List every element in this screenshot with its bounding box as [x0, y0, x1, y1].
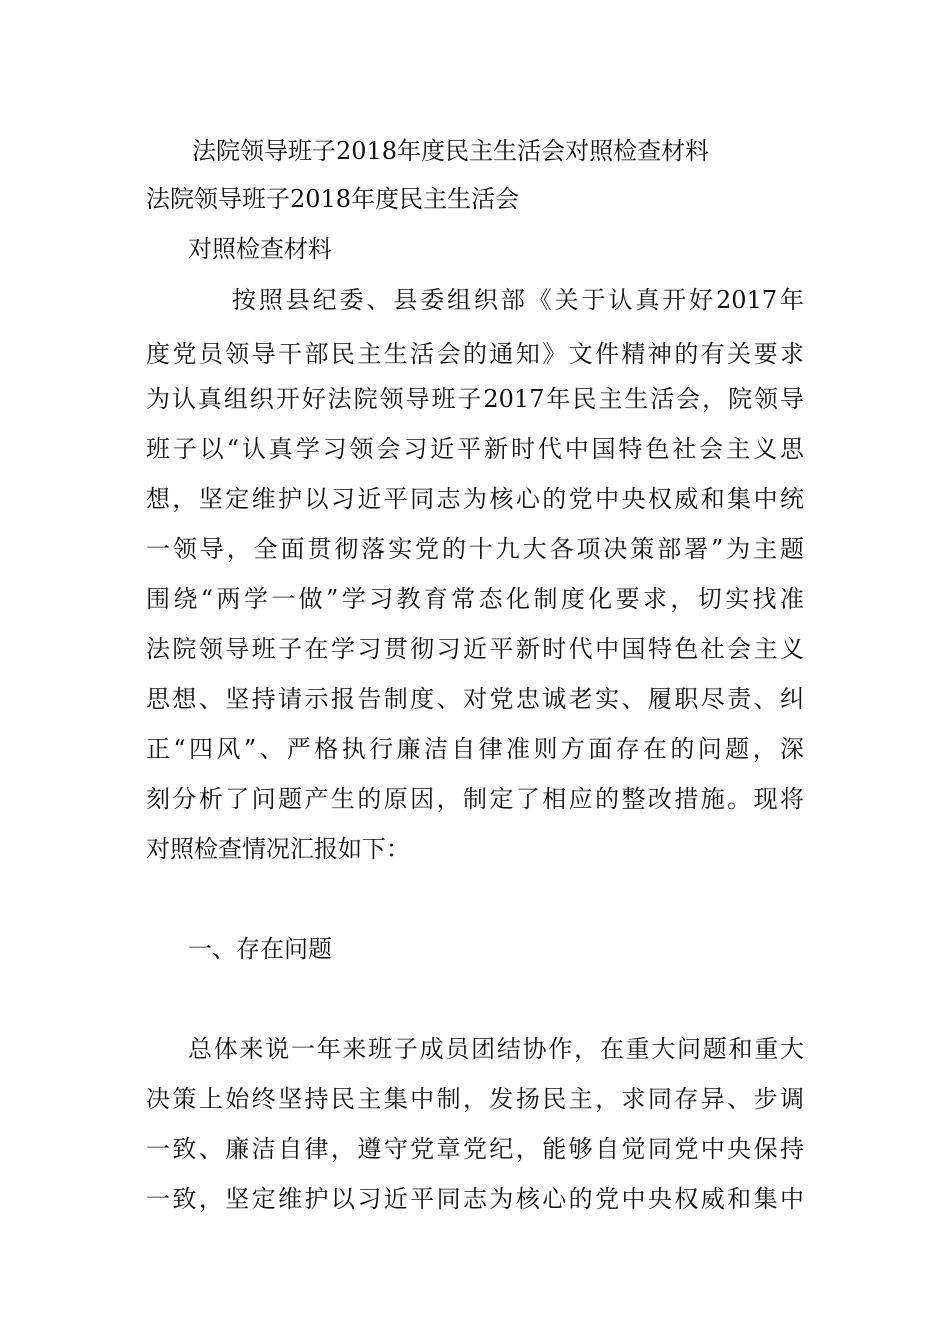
document-subtitle-line-1: 法院领导班子2018年度民主生活会	[146, 185, 520, 213]
body-line: 一致，坚定维护以习近平同志为核心的党中央权威和集中	[146, 1185, 804, 1213]
document-subtitle-line-2: 对照检查材料	[188, 235, 332, 263]
intro-line: 一领导，全面贯彻落实党的十九大各项决策部署”为主题	[146, 535, 804, 563]
intro-line: 思想、坚持请示报告制度、对党忠诚老实、履职尽责、纠	[146, 685, 804, 713]
intro-line: 法院领导班子在学习贯彻习近平新时代中国特色社会主义	[146, 635, 804, 663]
body-line: 总体来说一年来班子成员团结协作，在重大问题和重大	[188, 1035, 804, 1063]
intro-line: 刻分析了问题产生的原因，制定了相应的整改措施。现将	[146, 785, 804, 813]
intro-line: 度党员领导干部民主生活会的通知》文件精神的有关要求	[146, 340, 804, 368]
intro-line: 为认真组织开好法院领导班子2017年民主生活会，院领导	[146, 385, 804, 413]
intro-line: 班子以“认真学习领会习近平新时代中国特色社会主义思	[146, 435, 804, 463]
intro-line: 想，坚定维护以习近平同志为核心的党中央权威和集中统	[146, 485, 804, 513]
document-title: 法院领导班子2018年度民主生活会对照检查材料	[192, 137, 710, 165]
body-line: 决策上始终坚持民主集中制，发扬民主，求同存异、步调	[146, 1085, 804, 1113]
body-line: 一致、廉洁自律，遵守党章党纪，能够自觉同党中央保持	[146, 1135, 804, 1163]
intro-line: 按照县纪委、县委组织部《关于认真开好2017年	[232, 286, 804, 314]
intro-line: 正“四风”、严格执行廉洁自律准则方面存在的问题，深	[146, 735, 804, 763]
intro-line: 围绕“两学一做”学习教育常态化制度化要求，切实找准	[146, 585, 804, 613]
intro-line: 对照检查情况汇报如下：	[146, 835, 410, 863]
section-heading: 一、存在问题	[188, 935, 332, 963]
